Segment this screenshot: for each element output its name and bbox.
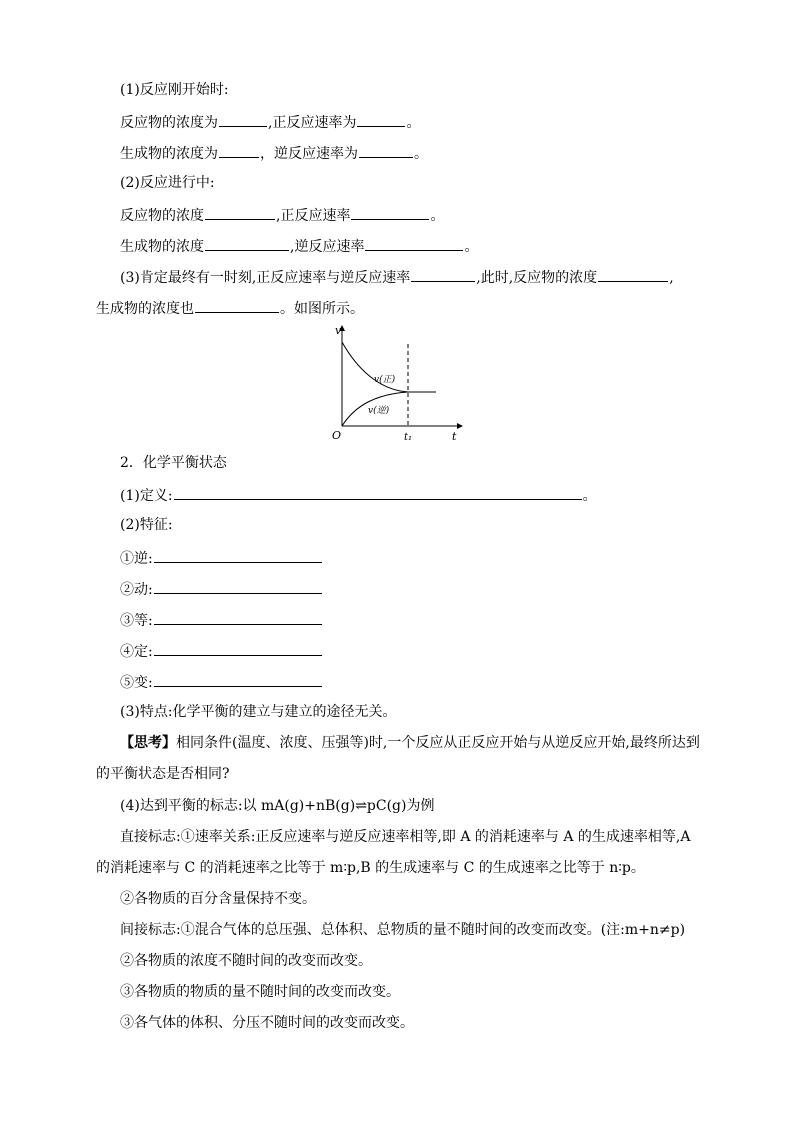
p1-b-mid: ，逆反应速率为 (260, 146, 358, 162)
reverse-rate-label: v(逆) (368, 406, 390, 416)
line-end: 。 (430, 208, 445, 224)
p2-b-pre: 生成物的浓度 (120, 239, 204, 255)
p1-b-pre: 生成物的浓度为 (120, 146, 218, 162)
p2-a-mid: ,正反应速率 (276, 208, 351, 224)
features-heading: (2)特征: (120, 517, 173, 533)
feature-item (120, 609, 323, 631)
definition-line (120, 484, 597, 506)
p3-line (120, 266, 674, 288)
indirect-sign-1: 间接标志:①混合气体的总压强、总体积、总物质的量不随时间的改变而改变。(注:m+n≠p) (120, 922, 686, 938)
p2-b-mid: ,逆反应速率 (290, 239, 365, 255)
definition-pre: (1)定义: (120, 488, 173, 504)
think-line-1 (120, 733, 700, 753)
p3-mid: ,此时,反应物的浓度 (476, 270, 598, 286)
p3-line2-pre: 生成物的浓度也 (96, 301, 194, 317)
forward-rate-label: v(正) (374, 375, 396, 385)
p3-line2-end: 。如图所示。 (280, 301, 364, 317)
indirect-sign-2: ②各物质的浓度不随时间的改变而改变。 (120, 953, 372, 969)
blank-field[interactable] (411, 266, 475, 282)
blank-field[interactable] (195, 297, 279, 313)
blank-field[interactable] (598, 266, 668, 282)
feature-label: ②动: (120, 582, 153, 598)
blank-field[interactable] (365, 235, 463, 251)
blank-field[interactable] (154, 640, 322, 656)
feature-label: ③等: (120, 613, 153, 629)
feature-item (120, 671, 323, 693)
p3-line-2 (96, 297, 364, 319)
direct-sign-2: 的消耗速率与 C 的消耗速率之比等于 m∶p,B 的生成速率与 C 的生成速率之比等于 n∶p。 (96, 860, 645, 876)
section2-heading: 2．化学平衡状态 (120, 455, 227, 471)
blank-field[interactable] (154, 609, 322, 625)
think-line-2: 的平衡状态是否相同? (96, 766, 230, 782)
line-end: 。 (406, 115, 421, 131)
trait-line: (3)特点:化学平衡的建立与建立的途径无关。 (120, 704, 397, 720)
indirect-sign-3: ③各物质的物质的量不随时间的改变而改变。 (120, 984, 400, 1000)
rate-time-graph (326, 322, 470, 444)
blank-field[interactable] (351, 204, 429, 220)
p1-a-pre: 反应物的浓度为 (120, 115, 218, 131)
blank-field[interactable] (359, 142, 413, 158)
origin-label: O (332, 429, 342, 442)
p1-product-line (120, 142, 428, 164)
p1-heading: (1)反应刚开始时: (120, 82, 229, 98)
t1-label: t₁ (404, 432, 413, 443)
feature-label: ①逆: (120, 551, 153, 567)
think-tag: 【思考】 (120, 735, 176, 751)
definition-end: 。 (582, 488, 597, 504)
blank-field[interactable] (357, 111, 405, 127)
feature-label: ⑤变: (120, 675, 153, 691)
blank-field[interactable] (154, 547, 322, 563)
direct-sign-1: 直接标志:①速率关系:正反应速率与逆反应速率相等,即 A 的消耗速率与 A 的生成速率相等,A (120, 829, 691, 845)
feature-item (120, 547, 323, 569)
p3-end: , (669, 270, 674, 286)
p2-reactant-line (120, 204, 444, 226)
direct-sign-3: ②各物质的百分含量保持不变。 (120, 891, 316, 907)
blank-field[interactable] (174, 484, 582, 500)
feature-label: ④定: (120, 644, 153, 660)
indirect-sign-4: ③各气体的体积、分压不随时间的改变而改变。 (120, 1015, 414, 1031)
blank-field[interactable] (154, 671, 322, 687)
p3-pre: (3)肯定最终有一时刻,正反应速率与逆反应速率 (120, 270, 411, 286)
blank-field[interactable] (205, 235, 289, 251)
blank-field[interactable] (219, 142, 259, 158)
p2-product-line (120, 235, 478, 257)
blank-field[interactable] (219, 111, 267, 127)
x-axis-label: t (452, 430, 457, 443)
p2-a-pre: 反应物的浓度 (120, 208, 204, 224)
line-end: 。 (464, 239, 479, 255)
p1-a-mid: ,正反应速率为 (268, 115, 357, 131)
feature-item (120, 578, 323, 600)
think-text-1: 相同条件(温度、浓度、压强等)时,一个反应从正反应开始与从逆反应开始,最终所达到 (176, 735, 700, 751)
blank-field[interactable] (154, 578, 322, 594)
signs-heading: (4)达到平衡的标志:以 mA(g)+nB(g)⇌pC(g)为例 (120, 798, 435, 814)
feature-item (120, 640, 323, 662)
p2-heading: (2)反应进行中: (120, 175, 215, 191)
p1-reactant-line (120, 111, 420, 133)
blank-field[interactable] (205, 204, 275, 220)
line-end: 。 (414, 146, 428, 162)
y-axis-label: v (335, 324, 342, 337)
